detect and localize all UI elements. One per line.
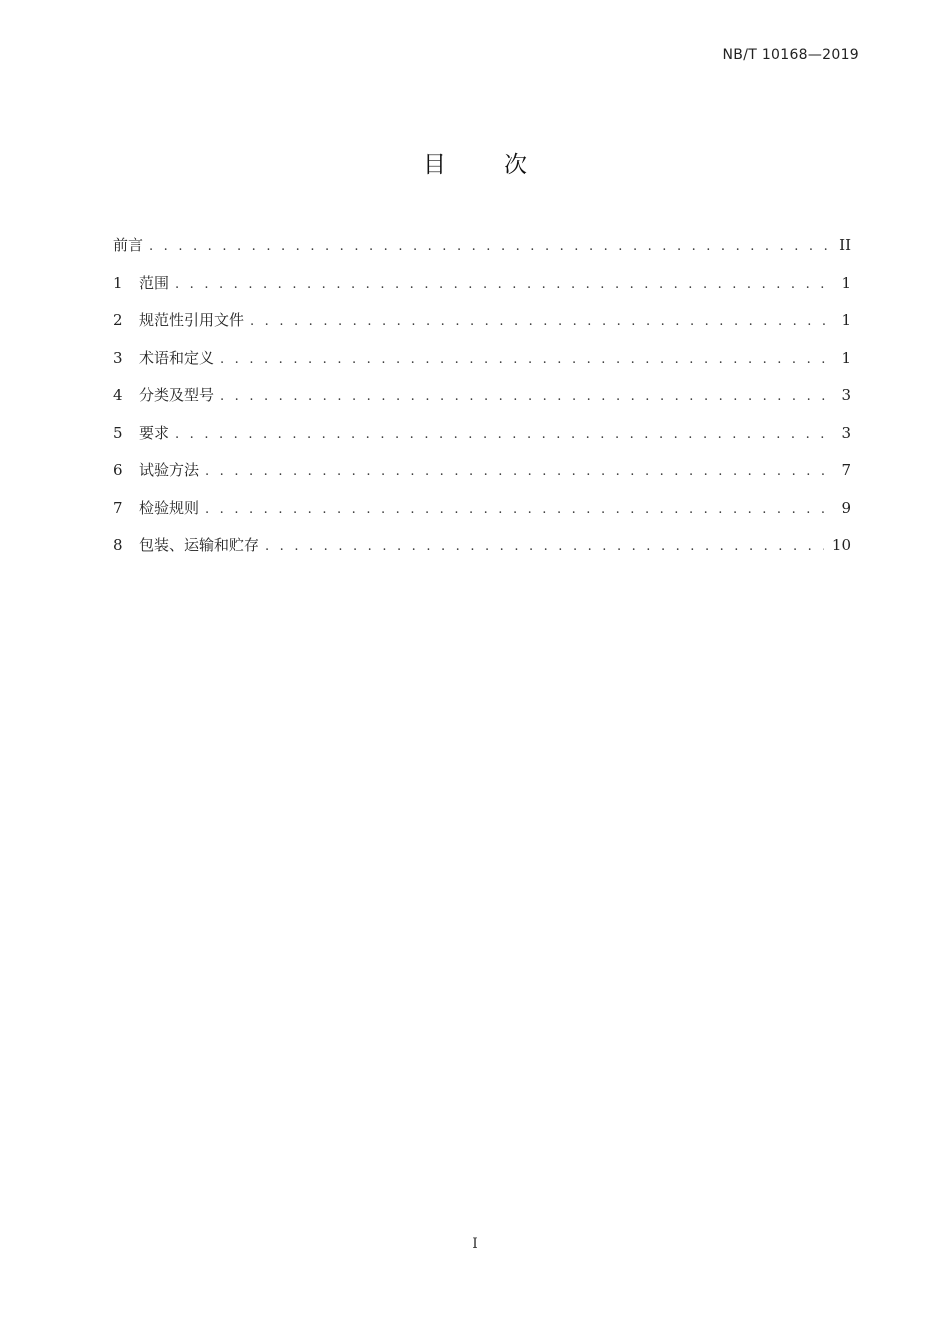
toc-leader-dots [149, 236, 831, 258]
toc-entry-foreword[interactable] [113, 234, 851, 272]
toc-leader-dots [205, 499, 833, 521]
toc-entry-test-methods[interactable] [113, 459, 851, 497]
toc-list [113, 234, 851, 572]
toc-entry-normative-references[interactable] [113, 309, 851, 347]
toc-leader-dots [220, 349, 833, 371]
toc-entry-label: 前言 [113, 236, 144, 254]
toc-entry-number: 5 [113, 423, 123, 442]
toc-entry-number: 4 [113, 386, 123, 404]
toc-entry-label: 范围 [139, 273, 170, 292]
toc-leader-dots [220, 386, 833, 408]
toc-entry-page: II [839, 236, 851, 254]
toc-entry-page: 7 [841, 461, 851, 479]
toc-entry-page: 3 [841, 386, 851, 404]
toc-entry-number: 6 [113, 461, 123, 479]
toc-entry-inspection-rules[interactable] [113, 497, 851, 535]
toc-leader-dots [175, 424, 833, 446]
toc-entry-label: 术语和定义 [139, 348, 215, 367]
toc-entry-label: 规范性引用文件 [139, 311, 245, 329]
toc-entry-label: 包装、运输和贮存 [139, 536, 260, 554]
toc-leader-dots [175, 274, 833, 296]
document-code: NB/T 10168—2019 [722, 47, 859, 63]
toc-entry-packaging-transport-storage[interactable] [113, 534, 851, 572]
toc-entry-label: 试验方法 [139, 461, 200, 479]
toc-entry-page: 1 [841, 348, 851, 367]
toc-entry-label: 分类及型号 [139, 386, 215, 404]
toc-entry-number: 7 [113, 498, 123, 517]
toc-leader-dots [205, 461, 833, 483]
toc-entry-classification-models[interactable] [113, 384, 851, 422]
toc-entry-number: 2 [113, 311, 123, 329]
toc-entry-page: 9 [841, 498, 851, 517]
toc-entry-page: 1 [841, 311, 851, 329]
toc-leader-dots [250, 311, 833, 333]
toc-entry-page: 1 [841, 273, 851, 292]
toc-entry-number: 8 [113, 536, 123, 554]
toc-title [0, 146, 950, 179]
toc-leader-dots [265, 536, 824, 558]
page-number: I [472, 1236, 478, 1252]
toc-entry-terms-definitions[interactable] [113, 347, 851, 385]
toc-entry-page: 3 [841, 423, 851, 442]
toc-title-char-2: 次 [504, 152, 527, 178]
toc-title-char-1: 目 [423, 152, 446, 178]
toc-entry-requirements[interactable] [113, 422, 851, 460]
toc-entry-scope[interactable] [113, 272, 851, 310]
toc-entry-label: 检验规则 [139, 498, 200, 517]
toc-entry-number: 1 [113, 273, 123, 292]
toc-entry-label: 要求 [139, 423, 170, 442]
toc-entry-number: 3 [113, 348, 123, 367]
toc-entry-page: 10 [831, 536, 851, 554]
